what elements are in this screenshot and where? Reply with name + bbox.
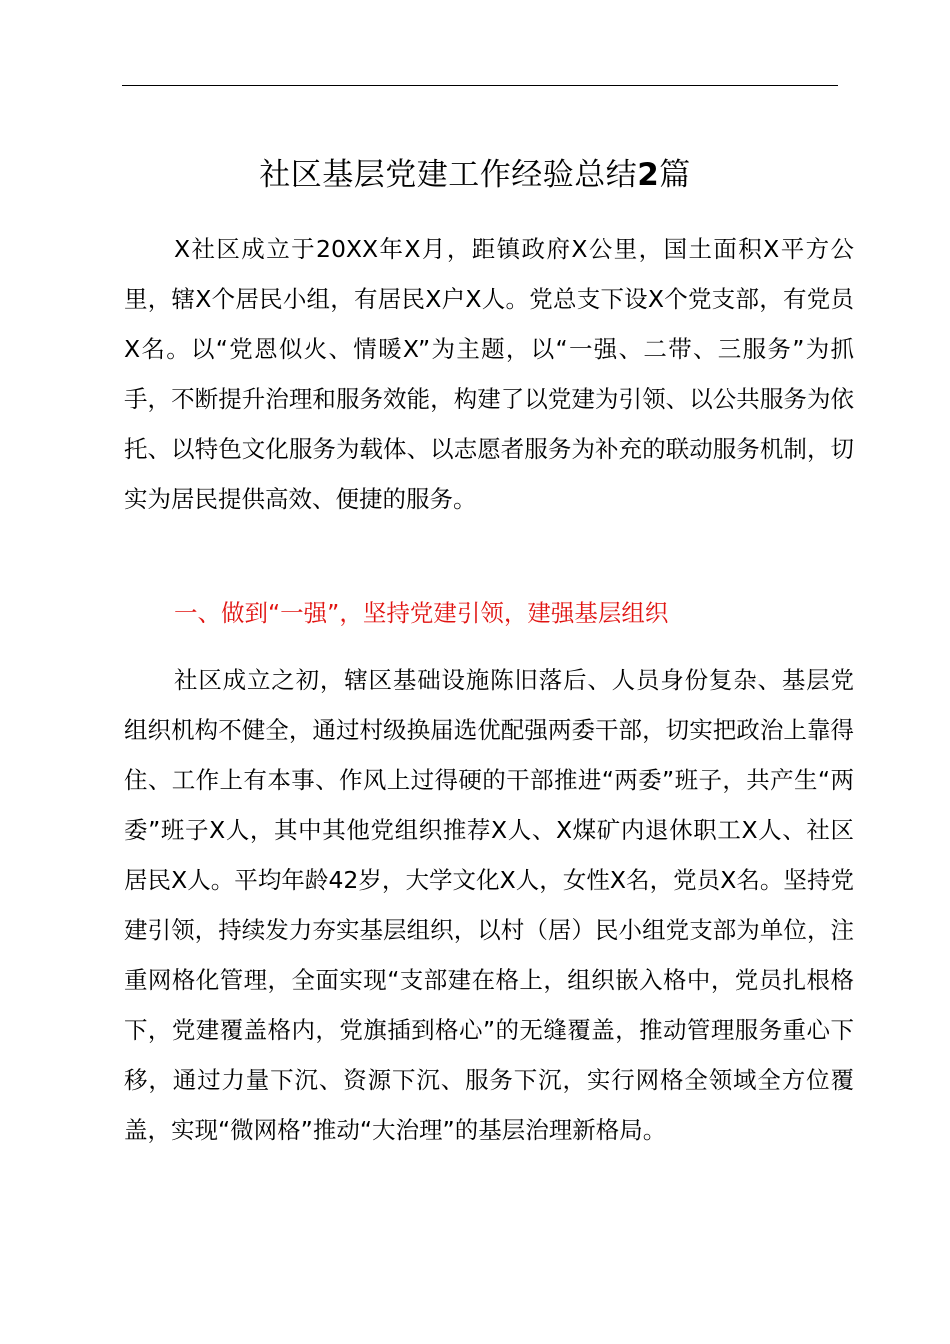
section-heading-1: 一、做到“一强”，坚持党建引领，建强基层组织 — [174, 599, 669, 627]
header-rule — [122, 85, 838, 86]
document-title — [0, 148, 950, 202]
title-text: 社区基层党建工作经验总结 — [259, 157, 638, 193]
section-1-paragraph: 社区成立之初，辖区基础设施陈旧落后、人员身份复杂、基层党组织机构不健全，通过村级换届选优配强两委干部，切实把政治上靠得住、工作上有本事、作风上过得硬的干部推进“两委”班子，共产生“两委”班子X人，其中其他党组织推荐X人、X煤矿内退休职工X人、社区居民X人。平均年龄42岁，大学文化X人，女性X名，党员X名。坚持党建引领，持续发力夯实基层组织，以村（居）民小组党支部为单位，注重网格化管理，全面实现“支部建在格上，组织嵌入格中，党员扎根格下，党建覆盖格内，党旗插到格心”的无缝覆盖，推动管理服务重心下移，通过力量下沉、资源下沉、服务下沉，实行网格全领域全方位覆盖，实现“微网格”推动“大治理”的基层治理新格局。 — [124, 666, 854, 1144]
title-suffix: 篇 — [659, 157, 691, 193]
intro-paragraph: X社区成立于20XX年X月，距镇政府X公里，国土面积X平方公里，辖X个居民小组，有居民X户X人。党总支下设X个党支部，有党员X名。以“党恩似火、情暖X”为主题，以“一强、二带、三服务”为抓手，不断提升治理和服务效能，构建了以党建为引领、以公共服务为依托、以特色文化服务为载体、以志愿者服务为补充的联动服务机制，切实为居民提供高效、便捷的服务。 — [124, 235, 854, 513]
title-number: 2 — [637, 157, 660, 193]
